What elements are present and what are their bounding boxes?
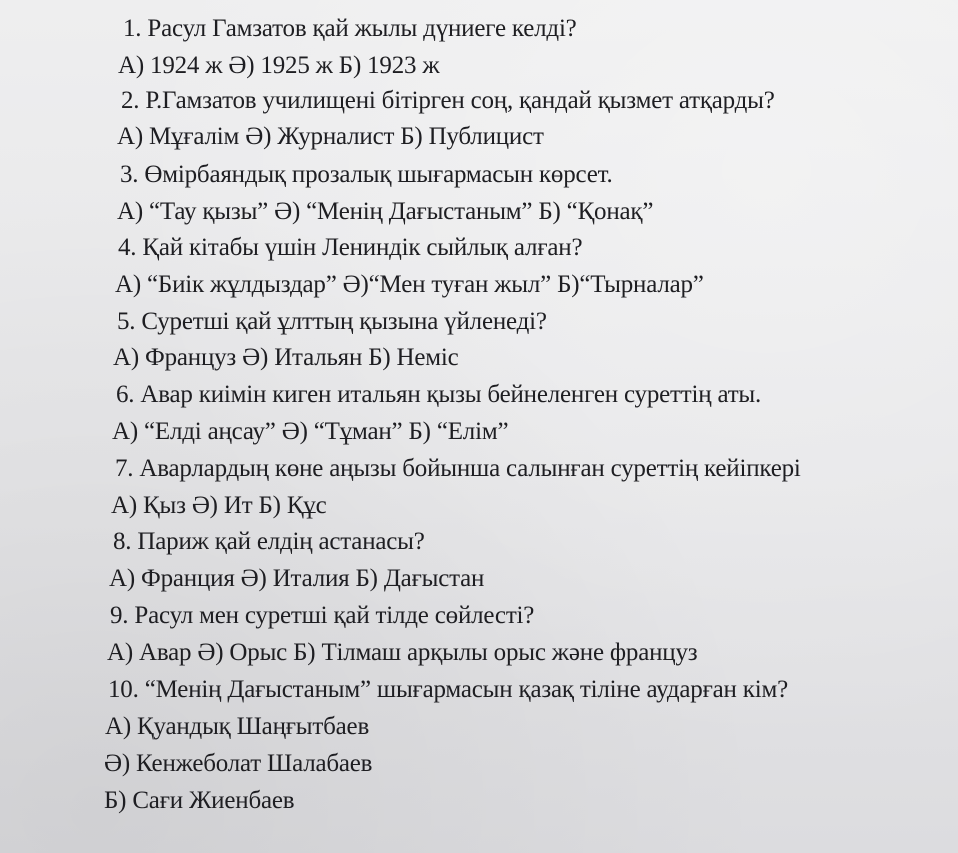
question-1: 1. Расул Гамзатов қай жылы дүниеге келді? bbox=[123, 15, 577, 42]
question-2: 2. Р.Гамзатов училищені бітірген соң, қандай қызмет атқарды? bbox=[121, 87, 775, 114]
question-5: 5. Суретші қай ұлттың қызына үйленеді? bbox=[117, 308, 547, 335]
answers-3: A) “Тау қызы” Ә) “Менің Дағыстаным” Б) “Қонақ” bbox=[117, 198, 654, 225]
answers-10-a: A) Қуандық Шаңғытбаев bbox=[105, 713, 370, 740]
answers-1: A) 1924 ж Ә) 1925 ж Б) 1923 ж bbox=[118, 52, 440, 79]
question-8: 8. Париж қай елдің астанасы? bbox=[113, 528, 425, 555]
answers-7: A) Қыз Ә) Ит Б) Құс bbox=[111, 492, 327, 519]
answers-6: A) “Елді аңсау” Ә) “Тұман” Б) “Елім” bbox=[112, 418, 509, 445]
question-7: 7. Аварлардың көне аңызы бойынша салынған суреттің кейіпкері bbox=[115, 455, 801, 482]
answers-2: A) Мұғалім Ә) Журналист Б) Публицист bbox=[117, 123, 544, 150]
answers-8: A) Франция Ә) Италия Б) Дағыстан bbox=[109, 565, 485, 592]
question-3: 3. Өмірбаяндық прозалық шығармасын көрсет. bbox=[120, 161, 613, 188]
answers-4: A) “Биік жұлдыздар” Ә)“Мен туған жыл” Б)“Тырналар” bbox=[115, 271, 704, 298]
answers-10-c: Б) Сағи Жиенбаев bbox=[104, 787, 295, 814]
question-9: 9. Расул мен суретші қай тілде сөйлесті? bbox=[110, 602, 535, 629]
question-4: 4. Қай кітабы үшін Лениндік сыйлық алған? bbox=[118, 234, 583, 261]
answers-5: A) Француз Ә) Итальян Б) Неміс bbox=[113, 344, 459, 371]
answers-10-b: Ә) Кенжеболат Шалабаев bbox=[104, 750, 373, 777]
answers-9: A) Авар Ә) Орыс Б) Тілмаш арқылы орыс және француз bbox=[107, 639, 698, 666]
question-10: 10. “Менің Дағыстаным” шығармасын қазақ тіліне аударған кім? bbox=[108, 676, 788, 703]
question-6: 6. Авар киімін киген итальян қызы бейнеленген суреттің аты. bbox=[116, 381, 762, 408]
